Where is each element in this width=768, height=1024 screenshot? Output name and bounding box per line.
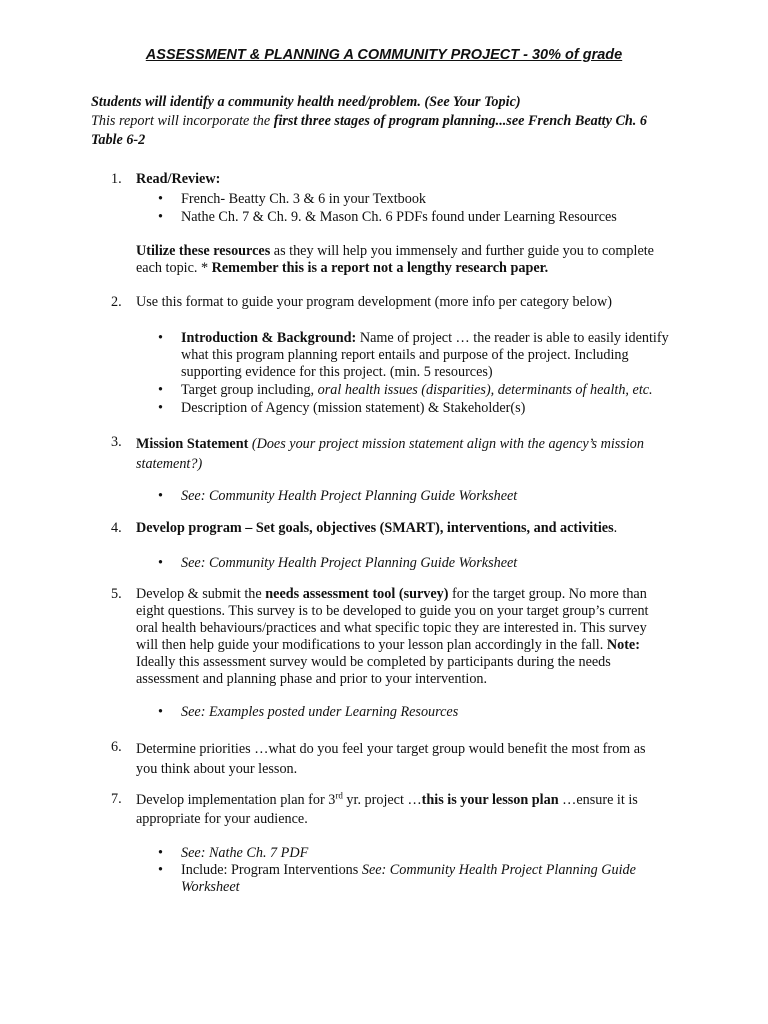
bullet-text: See: Examples posted under Learning Resources [181, 704, 459, 720]
item-text: Mission Statement (Does your project mission statement align with the agency’s mission statement?) [136, 436, 644, 472]
bullet-icon: • [158, 704, 163, 720]
item-number: 6. [111, 739, 122, 755]
item-text: Develop program – Set goals, objectives (SMART), interventions, and activities. [136, 520, 618, 536]
intro-paragraph [91, 93, 691, 150]
bullet-icon: • [158, 845, 163, 861]
item-label: Read/Review: [136, 171, 221, 187]
bullet-text: French- Beatty Ch. 3 & 6 in your Textbook [181, 191, 427, 207]
item-text: Determine priorities …what do you feel your target group would benefit the most from as you think about your lesson. [136, 741, 646, 777]
intro-line-1: Students will identify a community health need/problem. (See Your Topic) [91, 94, 521, 110]
bullet-icon: • [158, 400, 163, 416]
bullet-text: Nathe Ch. 7 & Ch. 9. & Mason Ch. 6 PDFs found under Learning Resources [181, 209, 617, 225]
document-title: ASSESSMENT & PLANNING A COMMUNITY PROJECT - 30% of grade [145, 47, 623, 63]
bullet-icon: • [158, 488, 163, 504]
item-text: Develop & submit the needs assessment tool (survey) for the target group. No more than eight questions. This survey is to be developed to guide you on your target group’s current oral health behaviours/practices and what specific topic they are interested in. This survey will then help guide your modifications to your lesson plan accordingly in the fall. Note: Ideally this assessment survey would be completed by participants during the needs assessment and planning phase and prior to your intervention. [136, 586, 649, 687]
item-number: 7. [111, 791, 122, 807]
bullet-icon: • [158, 555, 163, 571]
bullet-text: Target group including, oral health issues (disparities), determinants of health, etc. [181, 382, 653, 398]
bullet-icon: • [158, 382, 163, 398]
bullet-icon: • [158, 191, 163, 207]
item-number: 2. [111, 294, 122, 310]
bullet-text: See: Nathe Ch. 7 PDF [181, 845, 309, 861]
item-number: 3. [111, 434, 122, 450]
item-text: Use this format to guide your program development (more info per category below) [136, 294, 612, 310]
bullet-icon: • [158, 862, 163, 878]
intro-line-3: Table 6-2 [91, 132, 146, 148]
bullet-text: Description of Agency (mission statement) & Stakeholder(s) [181, 400, 526, 416]
item-number: 5. [111, 586, 122, 602]
bullet-icon: • [158, 209, 163, 225]
item-number: 4. [111, 520, 122, 536]
bullet-text: Introduction & Background: Name of project … the reader is able to easily identify what this program planning report entails and purpose of the project. Including supporting evidence for this project. (min. 5 resources) [181, 330, 669, 380]
bullet-text: See: Community Health Project Planning Guide Worksheet [181, 555, 518, 571]
item-number: 1. [111, 171, 122, 187]
bullet-text: See: Community Health Project Planning Guide Worksheet [181, 488, 518, 504]
bullet-text: Include: Program Interventions See: Community Health Project Planning Guide Worksheet [181, 862, 636, 895]
intro-line-2: This report will incorporate the first three stages of program planning...see French Beatty Ch. 6 [91, 113, 647, 129]
bullet-icon: • [158, 330, 163, 346]
item-note: Utilize these resources as they will help you immensely and further guide you to complete each topic. * Remember this is a report not a lengthy research paper. [136, 243, 654, 276]
item-text: Develop implementation plan for 3rd yr. project …this is your lesson plan …ensure it is appropriate for your audience. [136, 790, 638, 827]
